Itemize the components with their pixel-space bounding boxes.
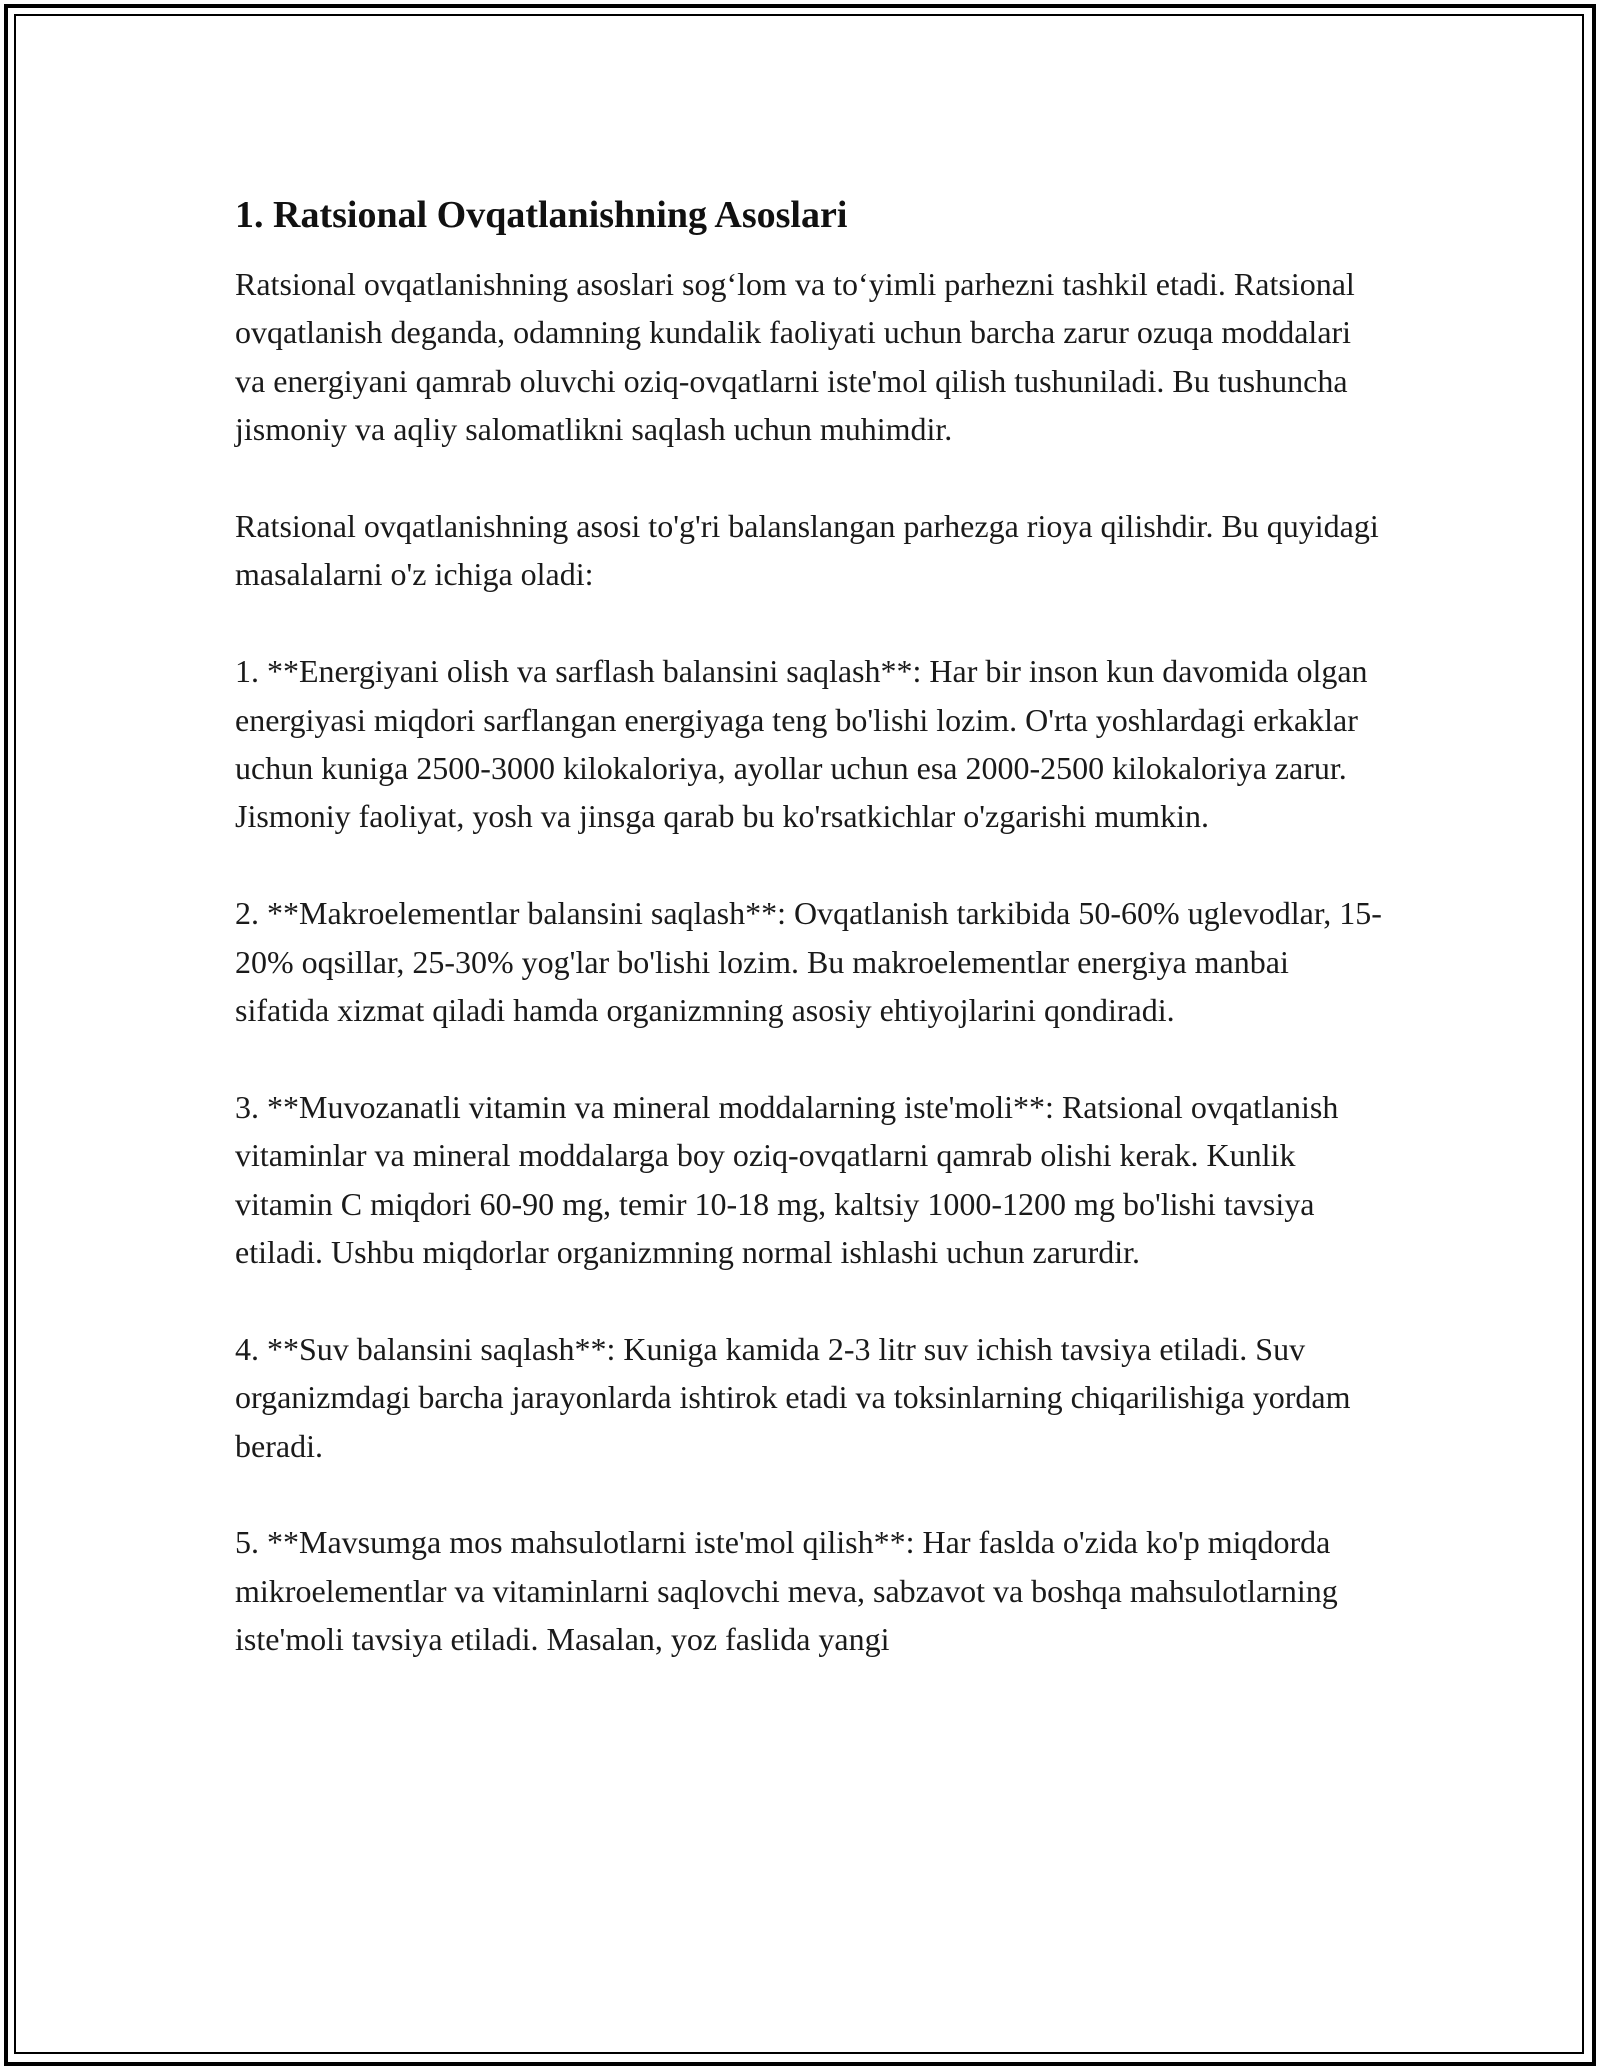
list-item-vitamins-minerals: 3. **Muvozanatli vitamin va mineral moddalarning iste'moli**: Ratsional ovqatlanish vitaminlar va mineral moddalarga boy oziq-ovqatlarni qamrab olishi kerak. Kunlik vitamin C miqdori 60-90 mg, temir 10-18 mg, kaltsiy 1000-1200 mg bo'lishi tavsiya etiladi. Ushbu miqdorlar organizmning normal ishlashi uchun zarurdir. — [235, 1088, 1339, 1271]
document-body — [235, 180, 1385, 1664]
list-item-seasonal-products: 5. **Mavsumga mos mahsulotlarni iste'mol qilish**: Har faslda o'zida ko'p miqdorda mikroelementlar va vitaminlarni saqlovchi meva, sabzavot va boshqa mahsulotlarning iste'moli tavsiya etiladi. Masalan, yoz faslida yangi — [235, 1524, 1338, 1658]
list-item-energy-balance: 1. **Energiyani olish va sarflash balansini saqlash**: Har bir inson kun davomida olgan energiyasi miqdori sarflangan energiyaga teng bo'lishi lozim. O'rta yoshlardagi erkaklar uchun kuniga 2500-3000 kilokaloriya, ayollar uchun esa 2000-2500 kilokaloriya zarur. Jismoniy faoliyat, yosh va jinsga qarab bu ko'rsatkichlar o'zgarishi mumkin. — [235, 653, 1368, 835]
section-title: 1. Ratsional Ovqatlanishning Asoslari — [235, 194, 848, 236]
list-item-macroelements: 2. **Makroelementlar balansini saqlash**: Ovqatlanish tarkibida 50-60% uglevodlar, 15-20% oqsillar, 25-30% yog'lar bo'lishi lozim. Bu makroelementlar energiya manbai sifatida xizmat qiladi hamda organizmning asosiy ehtiyojlarini qondiradi. — [235, 895, 1382, 1029]
principles-intro-paragraph: Ratsional ovqatlanishning asosi to'g'ri balanslangan parhezga rioya qilishdir. Bu quyidagi masalalarni o'z ichiga oladi: — [235, 508, 1379, 593]
list-item-water-balance: 4. **Suv balansini saqlash**: Kuniga kamida 2-3 litr suv ichish tavsiya etiladi. Suv organizmdagi barcha jarayonlarda ishtirok etadi va toksinlarning chiqarilishiga yordam beradi. — [235, 1330, 1351, 1464]
intro-paragraph: Ratsional ovqatlanishning asoslari sog‘lom va to‘yimli parhezni tashkil etadi. Ratsional ovqatlanish deganda, odamning kundalik faoliyati uchun barcha zarur ozuqa moddalari va energiyani qamrab oluvchi oziq-ovqatlarni iste'mol qilish tushuniladi. Bu tushuncha jismoniy va aqliy salomatlikni saqlash uchun muhimdir. — [235, 266, 1355, 448]
